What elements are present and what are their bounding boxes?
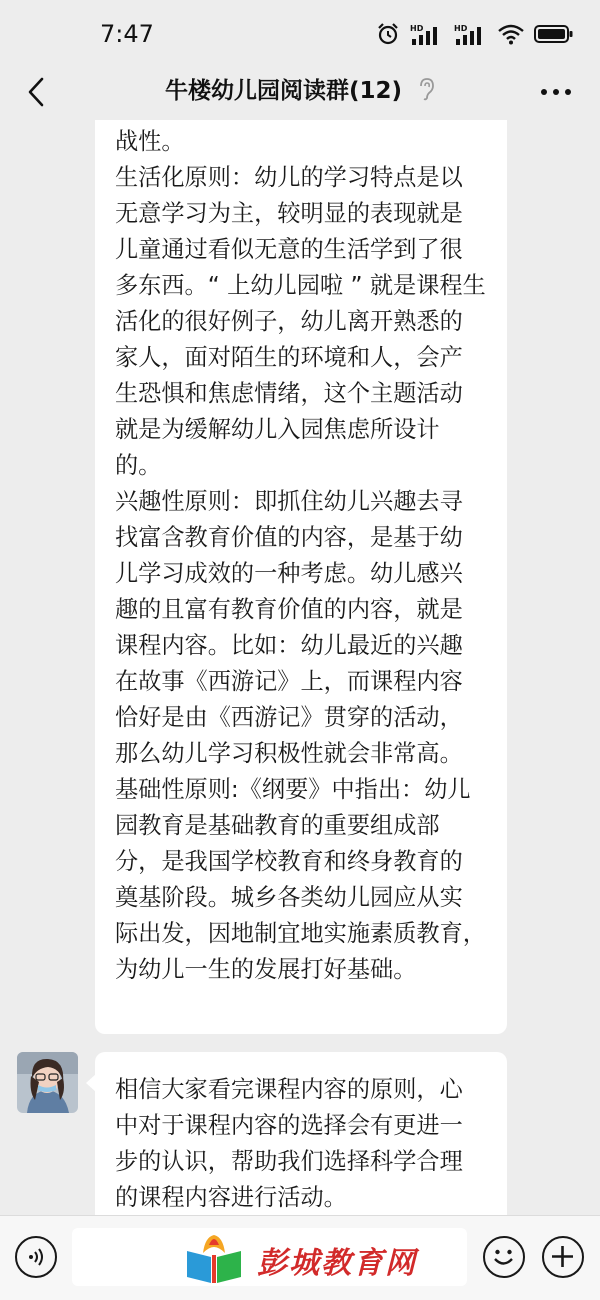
message-line: 恰好是由《西游记》贯穿的活动， (115, 704, 463, 731)
message-line: 中对于课程内容的选择会有更进一 (115, 1112, 463, 1139)
message-line: 找富含教育价值的内容，是基于幼 (115, 524, 463, 551)
message-line: 儿学习成效的一种考虑。幼儿感兴 (115, 560, 463, 587)
message-line: 多东西。“ 上幼儿园啦 ” 就是课程生 (115, 272, 486, 299)
emoji-icon (485, 1238, 522, 1275)
plus-button[interactable] (542, 1236, 584, 1278)
message-line: 分，是我国学校教育和终身教育的 (115, 848, 463, 875)
alarm-icon (376, 22, 400, 46)
message-line: 的课程内容进行活动。 (115, 1184, 347, 1211)
chat-area[interactable] (0, 120, 600, 1215)
message-line: 相信大家看完课程内容的原则，心 (115, 1076, 463, 1103)
message-line: 兴趣性原则：即抓住幼儿兴趣去寻 (115, 488, 463, 515)
book-logo-icon (183, 1233, 245, 1287)
partial-line-text (115, 120, 489, 122)
voice-button[interactable] (15, 1236, 57, 1278)
watermark (183, 1232, 417, 1288)
message-text-2 (115, 1072, 489, 1215)
message-line: 为幼儿一生的发展打好基础。 (115, 956, 417, 983)
message-line: 基础性原则:《纲要》中指出：幼儿 (115, 776, 471, 803)
more-options-button[interactable] (536, 74, 576, 110)
message-line: 趣的且富有教育价值的内容，就是 (115, 596, 463, 623)
message-line: 儿童通过看似无意的生活学到了很 (115, 236, 463, 263)
message-line: 无意学习为主，较明显的表现就是 (115, 200, 463, 227)
message-line: 活化的很好例子，幼儿离开熟悉的 (115, 308, 463, 335)
message-line: 在故事《西游记》上，而课程内容 (115, 668, 463, 695)
partial-line (115, 120, 489, 124)
message-line: 生活化原则：幼儿的学习特点是以 (115, 164, 463, 191)
message-bubble-2[interactable] (95, 1052, 507, 1215)
more-dots-icon (540, 88, 572, 96)
message-bubble[interactable] (95, 120, 507, 1034)
hd-label: HD (410, 24, 424, 33)
message-line: 那么幼儿学习积极性就会非常高。 (115, 740, 463, 767)
nav-title-wrap (0, 72, 600, 105)
message-line: 课程内容。比如：幼儿最近的兴趣 (115, 632, 463, 659)
mute-ear-icon (417, 77, 435, 101)
message-line: 园教育是基础教育的重要组成部 (115, 812, 440, 839)
status-icons (376, 20, 574, 48)
status-time: 7:47 (100, 20, 154, 48)
message-line: 际出发，因地制宜地实施素质教育， (115, 920, 486, 947)
signal-icon (410, 22, 444, 46)
nav-bar (0, 64, 600, 120)
message-line: 步的认识，帮助我们选择科学合理 (115, 1148, 463, 1175)
watermark-text: 彭城教育网 (257, 1246, 417, 1281)
wifi-icon (498, 23, 524, 45)
chat-title: 牛楼幼儿园阅读群(12) (164, 78, 402, 104)
voice-icon (25, 1246, 47, 1268)
avatar[interactable] (17, 1052, 78, 1113)
message-text (115, 124, 489, 988)
message-line: 生恐惧和焦虑情绪，这个主题活动 (115, 380, 463, 407)
message-line: 的。 (115, 452, 162, 479)
message-line: 就是为缓解幼儿入园焦虑所设计 (115, 416, 440, 443)
signal-icon-2 (454, 22, 488, 46)
avatar-photo (17, 1052, 78, 1113)
status-bar (0, 0, 600, 64)
battery-icon (534, 23, 574, 45)
plus-icon (544, 1238, 581, 1275)
message-line: 家人，面对陌生的环境和人，会产 (115, 344, 463, 371)
message-line: 战性。 (115, 128, 185, 155)
message-line: 奠基阶段。城乡各类幼儿园应从实 (115, 884, 463, 911)
emoji-button[interactable] (483, 1236, 525, 1278)
hd-label-2: HD (454, 24, 468, 33)
